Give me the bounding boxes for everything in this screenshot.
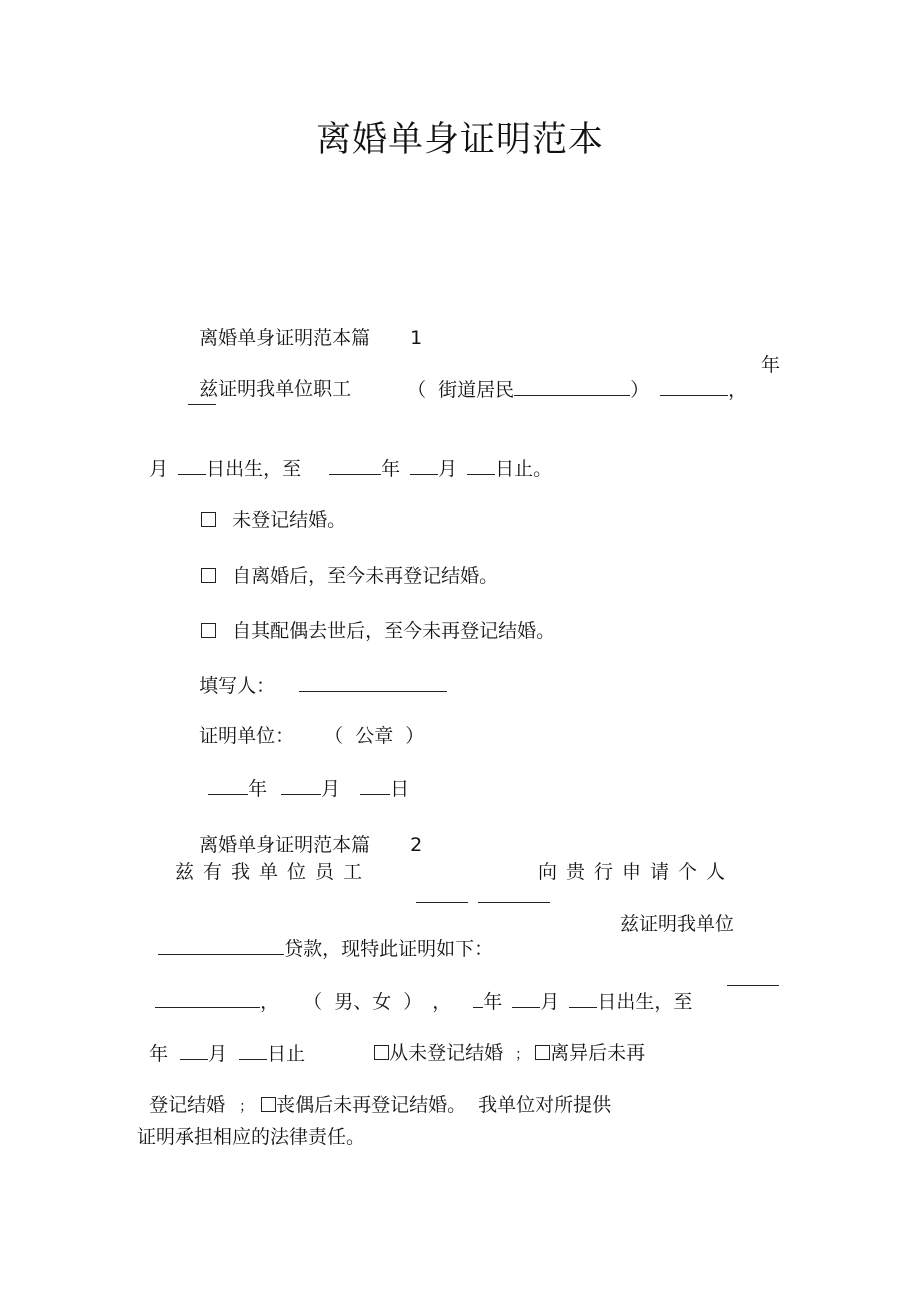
date-year: 年 [248,778,268,800]
section2-heading [187,809,422,857]
filler-label: 填写人： [199,675,276,697]
employee-blank-2[interactable] [478,884,550,903]
sign-month-blank[interactable] [281,776,321,795]
seal-text: （ 公章 ） [324,725,425,747]
section2-number: 2 [410,834,423,856]
end-day-blank[interactable] [467,456,495,475]
option-widowed-label: 自其配偶去世后，至今未再登记结婚。 [232,620,556,642]
section2-line3-c: ， [432,991,452,1013]
section2-line5 [137,1069,611,1119]
section2-line3-a: ， [260,991,280,1013]
filler-blank[interactable] [299,673,447,692]
section2-line4-b: 月 [208,1043,228,1065]
section2-line3-d: 年 [483,991,503,1013]
section2-line5-a: 登记结婚 [149,1094,226,1116]
date-month: 月 [321,778,341,800]
birth-month-blank[interactable] [512,989,540,1008]
until-year-blank[interactable] [727,985,779,986]
loan-blank[interactable] [158,936,284,955]
birth-day-blank[interactable] [569,989,597,1008]
section2-line1-blanks [404,860,550,909]
section1-line1-year: 年 [761,354,781,376]
section1-line2 [137,432,552,481]
section2-line2-b: 兹证明我单位 [620,913,735,935]
section1-heading-text: 离婚单身证明范本篇 [199,327,371,349]
section2-line6: 证明承担相应的法律责任。 [137,1126,366,1148]
checkbox-icon[interactable] [261,1097,276,1112]
section2-line4 [137,1017,305,1066]
section2-line5-c: 丧偶后未再登记结婚。 [276,1094,467,1116]
filler-row [187,649,447,698]
checkbox-icon[interactable] [201,623,216,638]
section1-line1-a: 兹证明我单位职工 [199,378,352,400]
section2-line4-e: ； [515,1047,530,1063]
section1-line1-mid [395,353,649,402]
section1-heading [187,302,422,350]
date-row [196,752,409,801]
section1-line1 [187,353,351,401]
checkbox-icon[interactable] [201,512,216,527]
section2-line4-options [362,1017,645,1067]
section2-line5-d: 我单位对所提供 [478,1094,612,1116]
section1-line2-a: 月 [149,458,169,480]
section2-heading-text: 离婚单身证明范本篇 [199,834,371,856]
option-divorced[interactable] [189,540,498,588]
section1-line1-c: ） [630,379,650,401]
option-widowed[interactable] [189,595,555,643]
section2-line5-b: ； [239,1099,254,1115]
section1-line2-b: 日出生，至 [206,458,302,480]
unit-name-blank[interactable] [155,989,260,1008]
until-day-blank[interactable] [239,1041,267,1060]
section2-line3-e: 月 [540,991,560,1013]
checkbox-icon[interactable] [535,1045,550,1060]
section2-line3-f: 日出生，至 [597,991,693,1013]
sign-year-blank[interactable] [208,776,248,795]
street-blank[interactable] [514,377,630,396]
unit-row [187,700,424,748]
section2-line4-f: 离异后未再 [550,1042,646,1064]
month-blank[interactable] [178,456,206,475]
name-blank[interactable] [660,377,728,396]
end-month-blank[interactable] [410,456,438,475]
section2-line4-d: 从未登记结婚 [389,1042,504,1064]
section2-line3-b: （ 男、女 ） [303,991,423,1013]
section2-line4-c: 日止 [267,1043,306,1065]
section2-line3 [143,965,692,1014]
section1-line1-name [648,353,747,402]
section1-line2-d: 月 [438,458,458,480]
employee-blank-1[interactable] [416,884,468,903]
birth-year-blank[interactable] [473,989,483,1008]
end-year-blank[interactable] [329,456,381,475]
checkbox-icon[interactable] [374,1045,389,1060]
section1-line2-e: 日止。 [495,458,553,480]
section2-line1-b: 向贵行申请个人 [538,861,735,883]
section2-line4-a: 年 [149,1043,169,1065]
section1-line1-d: ， [728,379,748,401]
sign-day-blank[interactable] [360,776,390,795]
option-unmarried[interactable] [189,484,346,532]
year-blank[interactable] [188,404,216,405]
section2-line2-a: 贷款，现特此证明如下： [284,938,494,960]
checkbox-icon[interactable] [201,568,216,583]
option-divorced-label: 自离婚后，至今未再登记结婚。 [232,565,499,587]
section1-line2-c: 年 [381,458,401,480]
section1-line1-b: （ 街道居民 [407,379,515,401]
unit-label: 证明单位： [199,725,295,747]
date-day: 日 [390,778,410,800]
section1-number: 1 [410,327,423,349]
option-unmarried-label: 未登记结婚。 [232,509,347,531]
until-month-blank[interactable] [180,1041,208,1060]
section2-line1-a: 兹有我单位员工 [175,861,372,883]
section2-line2 [146,912,493,961]
document-title: 离婚单身证明范本 [315,120,604,160]
